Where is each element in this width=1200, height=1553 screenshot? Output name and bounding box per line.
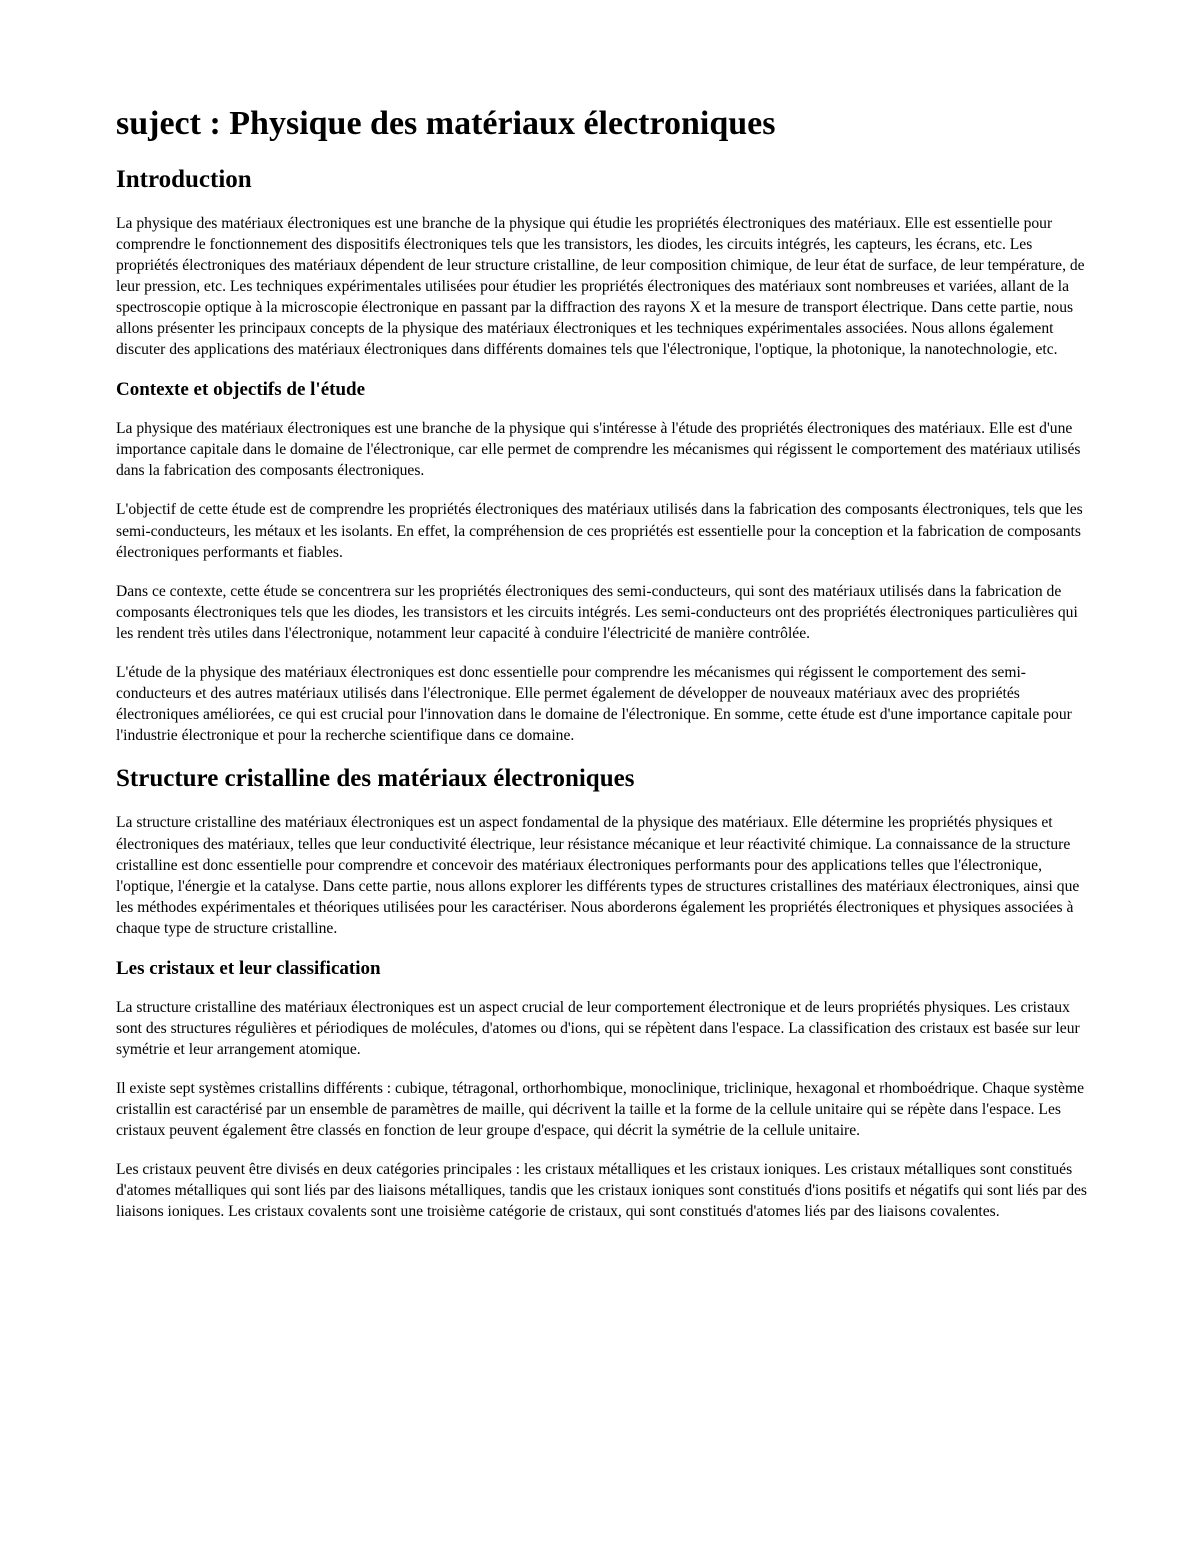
heading-cristaux-classification: Les cristaux et leur classification (116, 957, 381, 979)
paragraph-contexte-4: L'étude de la physique des matériaux électroniques est donc essentielle pour comprendre les mécanismes qui régissent le comportement des semi-conducteurs et des autres matériaux utilisés dans l'électronique. Elle permet également de développer de nouveaux matériaux avec des propriétés électroniques améliorées, ce qui est crucial pour l'innovation dans le domaine de l'électronique. En somme, cette étude est d'une importance capitale pour l'industrie électronique et pour la recherche scientifique dans ce domaine. (116, 664, 1072, 745)
heading-introduction: Introduction (116, 165, 252, 193)
paragraph-introduction: La physique des matériaux électroniques est une branche de la physique qui étudie les propriétés électroniques des matériaux. Elle est essentielle pour comprendre le fonctionnement des dispositifs électroniques tels que les transistors, les diodes, les circuits intégrés, les capteurs, les écrans, etc. Les propriétés électroniques des matériaux dépendent de leur structure cristalline, de leur composition chimique, de leur état de surface, de leur température, de leur pression, etc. Les techniques expérimentales utilisées pour étudier les propriétés électroniques des matériaux sont nombreuses et variées, allant de la spectroscopie optique à la microscopie électronique en passant par la diffraction des rayons X et la mesure de transport électrique. Dans cette partie, nous allons présenter les principaux concepts de la physique des matériaux électroniques et les techniques expérimentales associées. Nous allons également discuter des applications des matériaux électroniques dans différents domaines tels que l'électronique, l'optique, la photonique, la nanotechnologie, etc. (116, 214, 1085, 359)
paragraph-contexte-3: Dans ce contexte, cette étude se concentrera sur les propriétés électroniques des semi-conducteurs, qui sont des matériaux utilisés dans la fabrication de composants électroniques tels que les diodes, les transistors et les circuits intégrés. Les semi-conducteurs ont des propriétés électroniques particulières qui les rendent très utiles dans l'électronique, notamment leur capacité à conduire l'électricité de manière contrôlée. (116, 582, 1078, 642)
paragraph-structure-cristalline: La structure cristalline des matériaux électroniques est un aspect fondamental de la physique des matériaux. Elle détermine les propriétés physiques et électroniques des matériaux, telles que leur conductivité électrique, leur résistance mécanique et leur réactivité chimique. La connaissance de la structure cristalline est donc essentielle pour comprendre et concevoir des matériaux électroniques performants pour des applications telles que l'électronique, l'optique, l'énergie et la catalyse. Dans cette partie, nous allons explorer les différents types de structures cristallines des matériaux électroniques, ainsi que les méthodes expérimentales et théoriques utilisées pour les caractériser. Nous aborderons également les propriétés électroniques et physiques associées à chaque type de structure cristalline. (116, 814, 1080, 937)
paragraph-contexte-2: L'objectif de cette étude est de comprendre les propriétés électroniques des matériaux utilisés dans la fabrication des composants électroniques, tels que les semi-conducteurs, les métaux et les isolants. En effet, la compréhension de ces propriétés est essentielle pour la conception et la fabrication de composants électroniques performants et fiables. (116, 501, 1083, 561)
paragraph-contexte-1: La physique des matériaux électroniques est une branche de la physique qui s'intéresse à l'étude des propriétés électroniques des matériaux. Elle est d'une importance capitale dans le domaine de l'électronique, car elle permet de comprendre les mécanismes qui régissent le comportement des matériaux utilisés dans la fabrication des composants électroniques. (116, 420, 1081, 480)
paragraph-cristaux-1: La structure cristalline des matériaux électroniques est un aspect crucial de leur comportement électronique et de leurs propriétés physiques. Les cristaux sont des structures régulières et périodiques de molécules, d'atomes ou d'ions, qui se répètent dans l'espace. La classification des cristaux est basée sur leur symétrie et leur arrangement atomique. (116, 998, 1080, 1058)
heading-contexte: Contexte et objectifs de l'étude (116, 379, 366, 401)
paragraph-cristaux-3: Les cristaux peuvent être divisés en deux catégories principales : les cristaux métalliques et les cristaux ioniques. Les cristaux métalliques sont constitués d'atomes métalliques qui sont liés par des liaisons métalliques, tandis que les cristaux ioniques sont constitués d'ions positifs et négatifs qui sont liés par des liaisons ioniques. Les cristaux covalents sont une troisième catégorie de cristaux, qui sont constitués d'atomes liés par des liaisons covalentes. (116, 1161, 1087, 1221)
heading-structure-cristalline: Structure cristalline des matériaux électroniques (116, 765, 635, 793)
paragraph-cristaux-2: Il existe sept systèmes cristallins différents : cubique, tétragonal, orthorhombique, monoclinique, triclinique, hexagonal et rhomboédrique. Chaque système cristallin est caractérisé par un ensemble de paramètres de maille, qui décrivent la taille et la forme de la cellule unitaire qui se répète dans l'espace. Les cristaux peuvent également être classés en fonction de leur groupe d'espace, qui décrit la symétrie de la cellule unitaire. (116, 1080, 1085, 1140)
document-title: suject : Physique des matériaux électroniques (116, 105, 776, 142)
